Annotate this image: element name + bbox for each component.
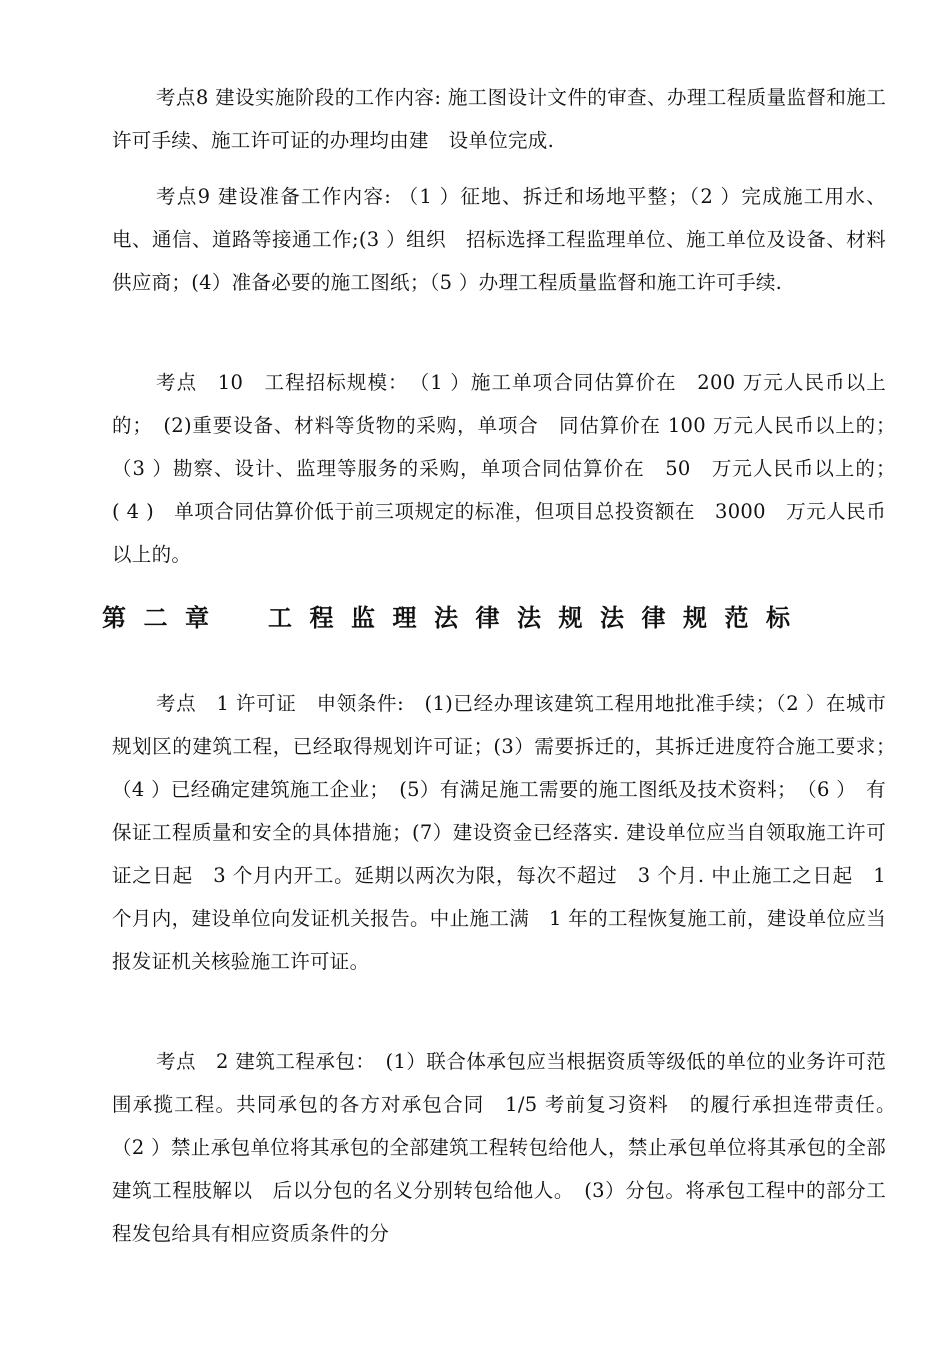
paragraph-point-8: 考点8 建设实施阶段的工作内容: 施工图设计文件的审查、办理工程质量监督和施工许可手续、施工许可证的办理均由建 设单位完成. xyxy=(112,86,886,152)
paragraph-permit-conditions: 考点 1 许可证 申领条件: (1)已经办理该建筑工程用地批准手续；（2 ）在城市规划区的建筑工程，已经取得规划许可证；(3）需要拆迁的，其拆迁进度符合施工要求； （4 ）已经确定建筑施工企业； (5）有满足施工需要的施工图纸及技术资料； （6 ） 有保证工程质量和安全的具体措施；(7）建设资金已经落实. 建设单位应当自领取施工许可证之日起 3 个月内开工。延期以两次为限，每次不超过 3 个月. 中止施工之日起 1 个月内，建设单位向发证机关报告。中止施工满 1 年的工程恢复施工前，建设单位应当报发证机关核验施工许可证。 xyxy=(112,692,906,973)
paragraph-point-9: 考点9 建设准备工作内容: （1 ）征地、拆迁和场地平整；（2 ）完成施工用水、电、通信、道路等接通工作;(3 ）组织 招标选择工程监理单位、施工单位及设备、材料供应商；(4）准备必要的施工图纸；（5 ）办理工程质量监督和施工许可手续. xyxy=(112,185,886,294)
paragraph-point-10: 考点 10 工程招标规模： （1 ）施工单项合同估算价在 200 万元人民币以上的； (2)重要设备、材料等货物的采购，单项合 同估算价在 100 万元人民币以上的； （3 ）勘察、设计、监理等服务的采购，单项合同估算价在 50 万元人民币以上的； ( 4 ) 单项合同估算价低于前三项规定的标准，但项目总投资额在 3000 万元人民币以上的。 xyxy=(112,371,906,566)
chapter-heading: 第二章 工程监理法律法规法律规范标 xyxy=(102,604,808,632)
paragraph-construction-contracting: 考点 2 建筑工程承包： (1）联合体承包应当根据资质等级低的单位的业务许可范围承揽工程。共同承包的各方对承包合同 1/5 考前复习资料 的履行承担连带责任。 （2 ）禁止承包单位将其承包的全部建筑工程转包给他人，禁止承包单位将其承包的全部建筑工程肢解以 后以分包的名义分别转包给他人。 (3）分包。将承包工程中的部分工程发包给具有相应资质条件的分 xyxy=(112,1050,906,1245)
